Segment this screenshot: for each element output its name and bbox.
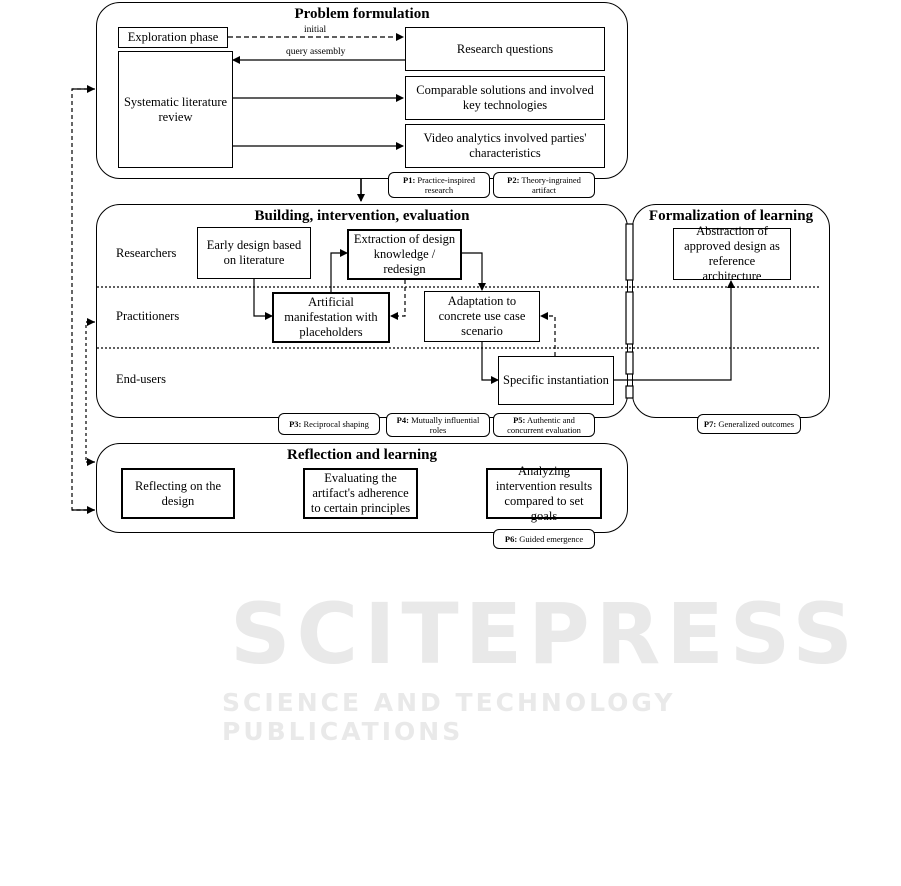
panel-title-problem: Problem formulation [294, 6, 430, 22]
box-research-questions: Research questions [405, 27, 605, 71]
principle-p7-code: P7: [703, 419, 717, 429]
box-adaptation: Adaptation to concrete use case scenario [424, 291, 540, 342]
box-systematic-literature-review: Systematic literature review [118, 51, 233, 168]
principle-p5 [493, 413, 595, 437]
principle-p5-code: P5: [513, 415, 526, 425]
label-initial: initial [304, 25, 327, 35]
box-reflecting-on-design: Reflecting on the design [121, 468, 235, 519]
box-video-analytics: Video analytics involved parties' characteristics [405, 124, 605, 168]
principle-p2-text: Theory-ingrained artifact [521, 175, 581, 195]
principle-p7-text: Generalized outcomes [718, 419, 795, 429]
lane-practitioners: Practitioners [116, 309, 180, 323]
watermark-sub: SCIENCE AND TECHNOLOGY PUBLICATIONS [222, 688, 676, 746]
principle-p3 [278, 413, 380, 435]
principle-p2-code: P2: [507, 175, 520, 185]
watermark-main: SCITEPRESS [230, 585, 859, 683]
box-evaluating-adherence: Evaluating the artifact's adherence to certain principles [303, 468, 418, 519]
box-comparable-solutions: Comparable solutions and involved key technologies [405, 76, 605, 120]
principle-p4 [386, 413, 490, 437]
principle-p4-code: P4: [396, 415, 409, 425]
box-artificial-manifestation: Artificial manifestation with placeholders [272, 292, 390, 343]
principle-p6-code: P6: [504, 534, 518, 544]
principle-p7 [697, 414, 801, 434]
principle-p1-text: Practice-inspired research [417, 175, 475, 195]
principle-p3-text: Reciprocal shaping [303, 419, 369, 429]
principle-p3-code: P3: [289, 419, 302, 429]
panel-title-formalization: Formalization of learning [648, 208, 814, 224]
lane-end-users: End-users [116, 372, 166, 386]
principle-p6-text: Guided emergence [519, 534, 584, 544]
label-query-assembly: query assembly [286, 47, 346, 57]
principle-p1-code: P1: [403, 175, 416, 185]
box-analyzing-intervention: Analyzing intervention results compared to set goals [486, 468, 602, 519]
panel-title-reflection: Reflection and learning [287, 447, 437, 463]
principle-p1 [388, 172, 490, 198]
principle-p4-text: Mutually influential roles [411, 415, 480, 435]
principle-p5-text: Authentic and concurrent evaluation [507, 415, 581, 435]
box-specific-instantiation: Specific instantiation [498, 356, 614, 405]
box-extraction-design-knowledge: Extraction of design knowledge / redesign [347, 229, 462, 280]
box-exploration-phase: Exploration phase [118, 27, 228, 48]
box-early-design: Early design based on literature [197, 227, 311, 279]
principle-p2 [493, 172, 595, 198]
lane-researchers: Researchers [116, 246, 177, 260]
panel-title-building: Building, intervention, evaluation [254, 208, 470, 224]
box-abstraction-reference-architecture: Abstraction of approved design as reference architecture [673, 228, 791, 280]
principle-p6 [493, 529, 595, 549]
